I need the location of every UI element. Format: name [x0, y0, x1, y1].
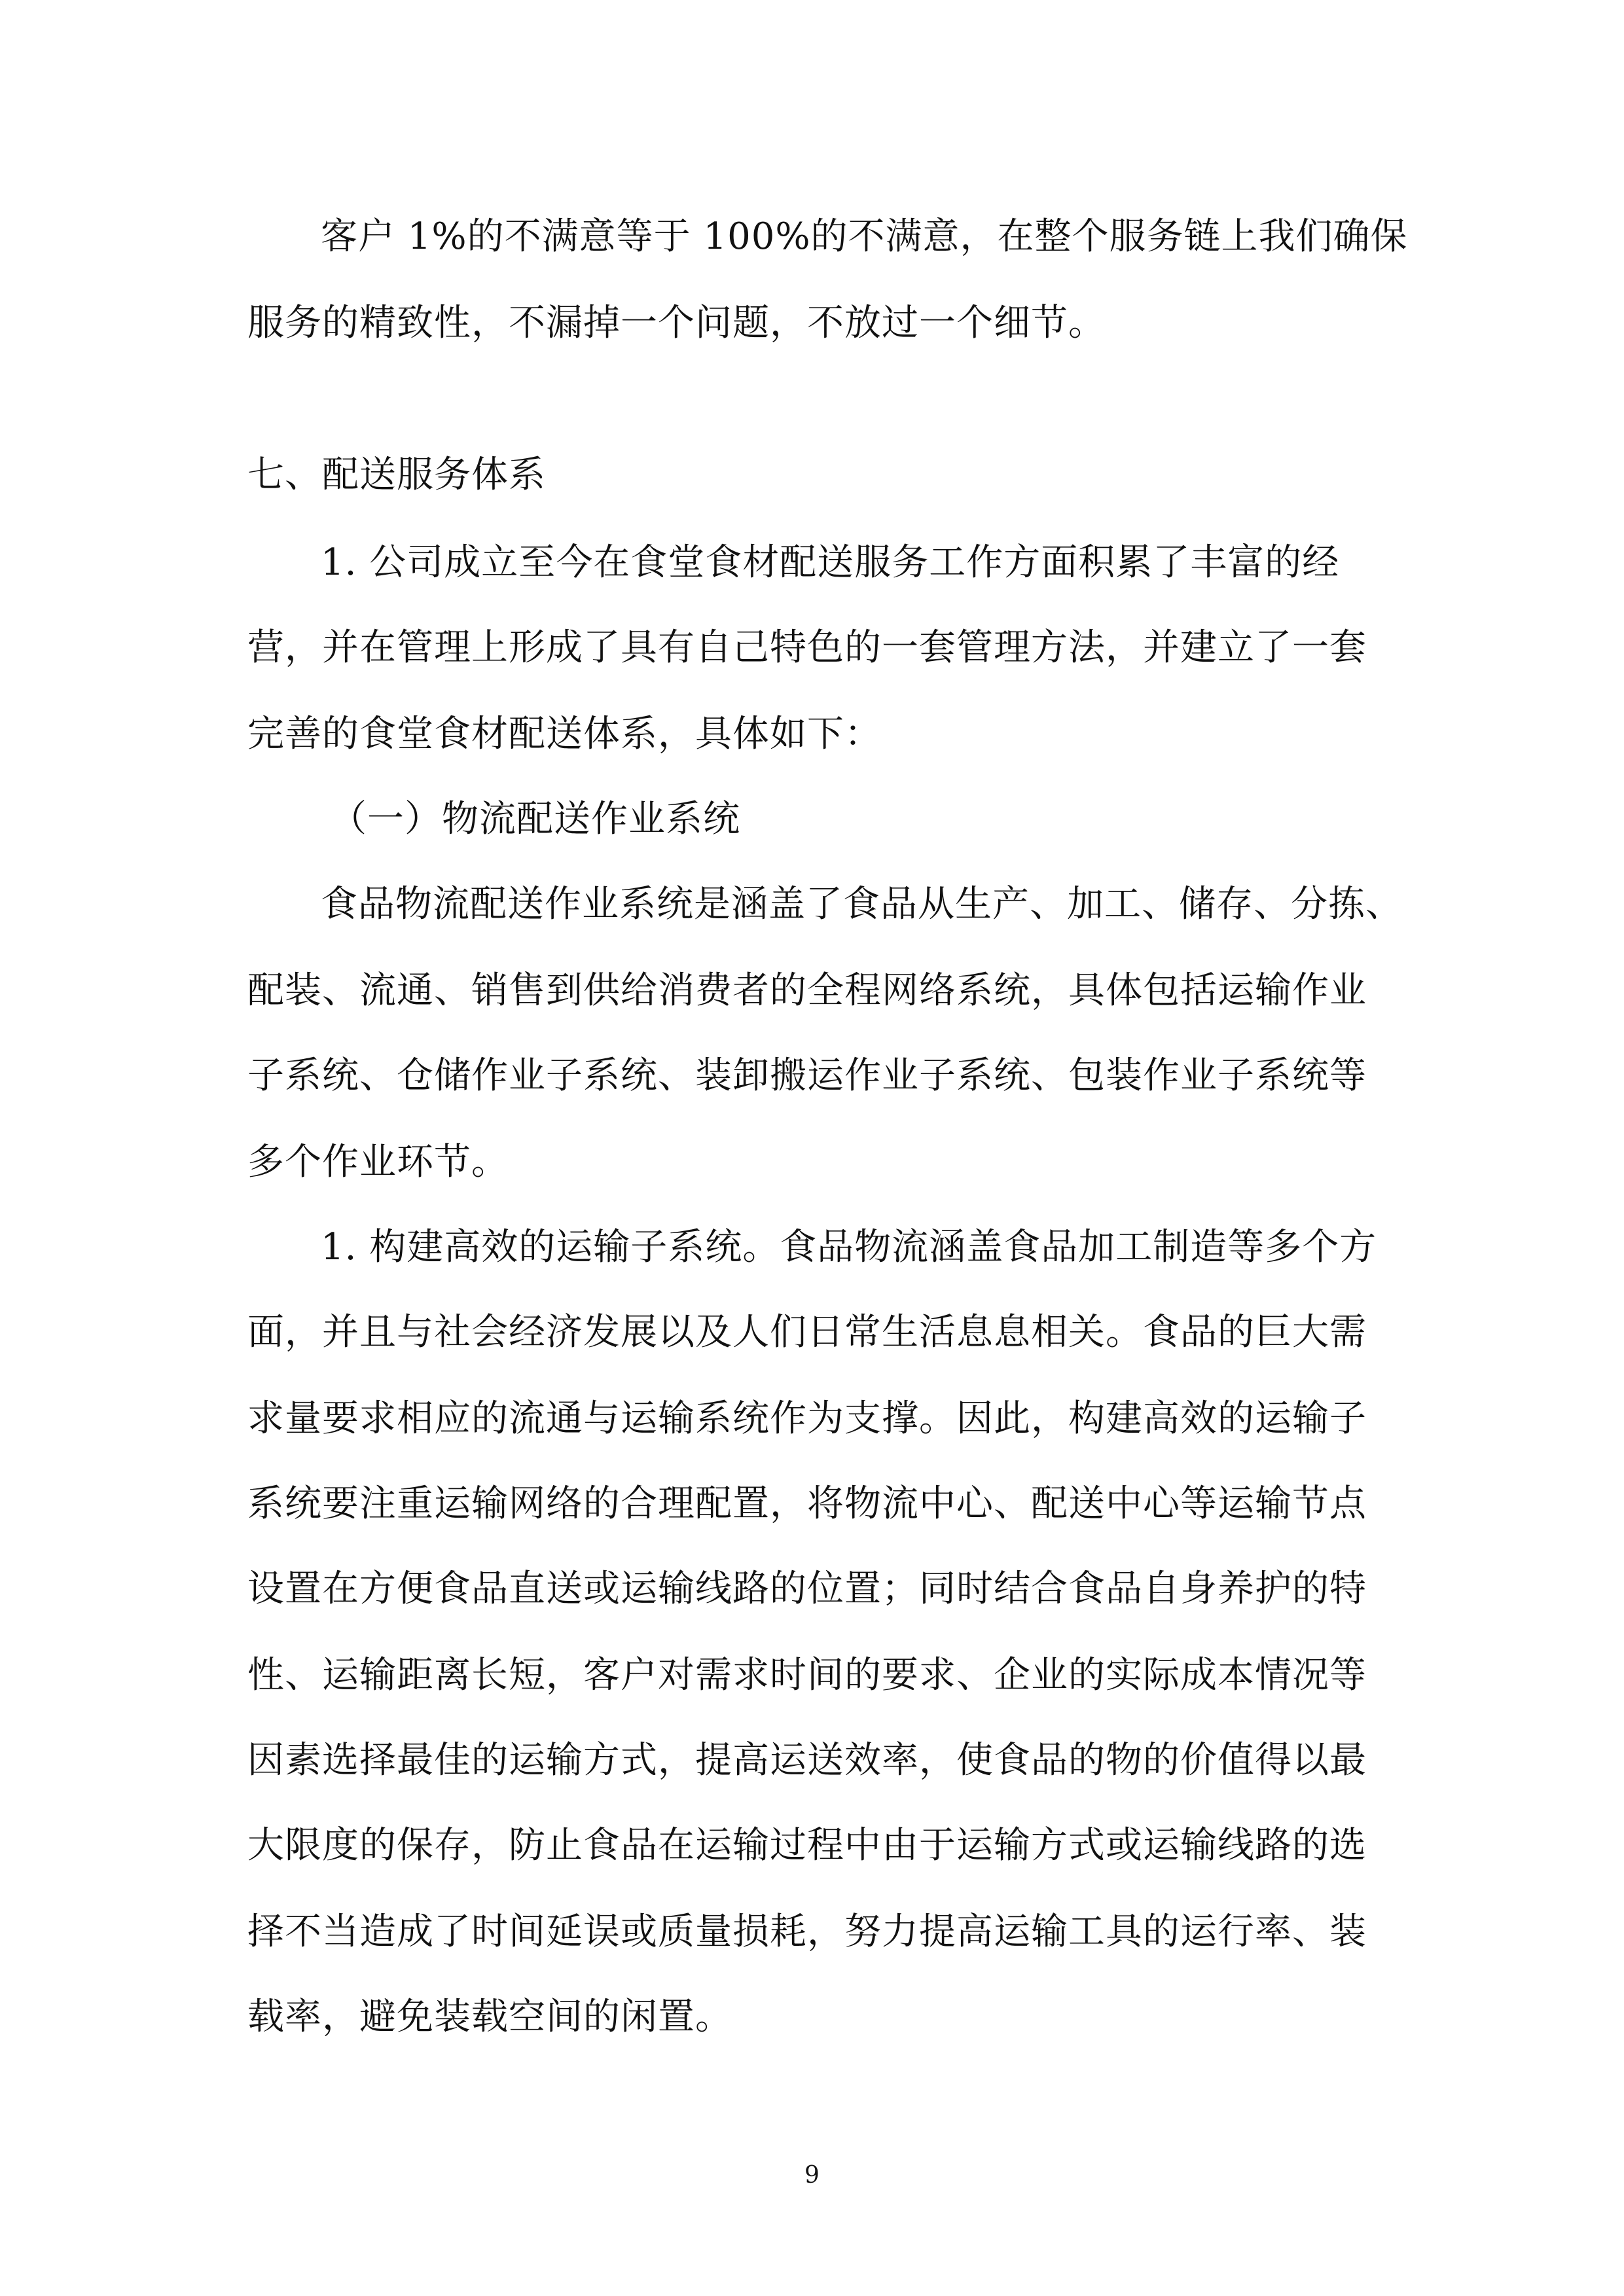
text-line: 性、运输距离长短，客户对需求时间的要求、企业的实际成本情况等 — [247, 1654, 1367, 1696]
text-line: 设置在方便食品直送或运输线路的位置；同时结合食品自身养护的特 — [247, 1568, 1367, 1610]
text-line: 系统要注重运输网络的合理配置，将物流中心、配送中心等运输节点 — [247, 1482, 1367, 1525]
text-line: 营，并在管理上形成了具有自己特色的一套管理方法，并建立了一套 — [247, 626, 1367, 669]
section-heading: 七、配送服务体系 — [247, 454, 546, 496]
text-line: 客户 1%的不满意等于 100%的不满意，在整个服务链上我们确保 — [321, 215, 1408, 258]
text-line: 1. 公司成立至今在食堂食材配送服务工作方面积累了丰富的经 — [321, 541, 1340, 584]
text-line: 服务的精致性，不漏掉一个问题，不放过一个细节。 — [247, 302, 1106, 344]
text-line: 因素选择最佳的运输方式，提高运送效率，使食品的物的价值得以最 — [247, 1739, 1367, 1782]
subsection-heading: （一）物流配送作业系统 — [330, 798, 740, 840]
text-line: 子系统、仓储作业子系统、装卸搬运作业子系统、包装作业子系统等 — [247, 1054, 1367, 1097]
text-line: 配装、流通、销售到供给消费者的全程网络系统，具体包括运输作业 — [247, 969, 1367, 1012]
text-line: 择不当造成了时间延误或质量损耗，努力提高运输工具的运行率、装 — [247, 1910, 1367, 1953]
text-line: 多个作业环节。 — [247, 1141, 509, 1183]
text-line: 载率，避免装载空间的闲置。 — [247, 1996, 732, 2038]
text-line: 食品物流配送作业系统是涵盖了食品从生产、加工、储存、分拣、 — [321, 883, 1403, 925]
text-line: 完善的食堂食材配送体系，具体如下： — [247, 713, 882, 755]
text-line: 大限度的保存，防止食品在运输过程中由于运输方式或运输线路的选 — [247, 1824, 1367, 1867]
text-line: 面，并且与社会经济发展以及人们日常生活息息相关。食品的巨大需 — [247, 1311, 1367, 1354]
page-number: 9 — [804, 2162, 820, 2189]
text-line: 求量要求相应的流通与运输系统作为支撑。因此，构建高效的运输子 — [247, 1397, 1367, 1440]
text-line: 1. 构建高效的运输子系统。食品物流涵盖食品加工制造等多个方 — [321, 1226, 1377, 1268]
